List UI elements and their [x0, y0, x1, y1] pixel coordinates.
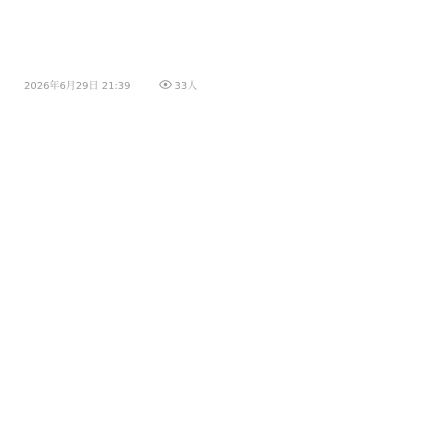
article-headline	[14, 14, 409, 64]
article-spacer	[14, 94, 409, 222]
view-count	[159, 77, 198, 92]
article-paragraph-2	[14, 258, 409, 276]
article-paragraph-1	[14, 222, 409, 240]
article-meta	[14, 74, 409, 94]
publish-time: 2026年6月29日 21:39	[24, 80, 131, 92]
view-count-text: 33人	[174, 80, 198, 92]
eye-icon	[159, 80, 172, 89]
